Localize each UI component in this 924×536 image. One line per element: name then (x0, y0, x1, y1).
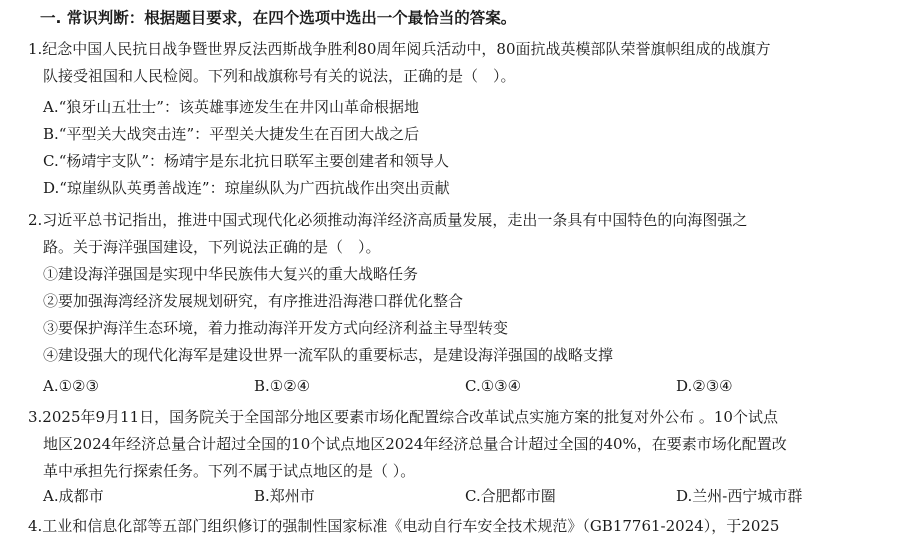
question-2-statement-1: ①建设海洋强国是实现中华民族伟大复兴的重大战略任务 (43, 265, 419, 283)
question-1-option-d[interactable]: D.“琼崖纵队英勇善战连”：琼崖纵队为广西抗战作出突出贡献 (43, 179, 450, 197)
question-2-option-d[interactable]: D.②③④ (676, 377, 733, 395)
question-3-option-d[interactable]: D.兰州-西宁城市群 (676, 487, 803, 505)
question-2-stem-line-2: 路。关于海洋强国建设，下列说法正确的是（ ）。 (43, 238, 381, 256)
question-3-option-c[interactable]: C.合肥都市圈 (465, 487, 556, 505)
question-3-option-a[interactable]: A.成都市 (43, 487, 104, 505)
question-1-stem-line-1: 1.纪念中国人民抗日战争暨世界反法西斯战争胜利80周年阅兵活动中，80面抗战英模部队荣誉旗帜组成的战旗方 (28, 40, 771, 58)
question-3-stem-line-2: 地区2024年经济总量合计超过全国的10个试点地区2024年经济总量合计超过全国的40%，在要素市场化配置改 (43, 435, 787, 453)
question-1-stem-line-2: 队接受祖国和人民检阅。下列和战旗称号有关的说法，正确的是（ ）。 (43, 67, 516, 85)
question-1-option-b[interactable]: B.“平型关大战突击连”：平型关大捷发生在百团大战之后 (43, 125, 420, 143)
question-1-option-c[interactable]: C.“杨靖宇支队”：杨靖宇是东北抗日联军主要创建者和领导人 (43, 152, 450, 170)
section-title: 一. 常识判断：根据题目要求，在四个选项中选出一个最恰当的答案。 (40, 9, 517, 27)
question-3-stem-line-1: 3.2025年9月11日，国务院关于全国部分地区要素市场化配置综合改革试点实施方案的批复对外公布 。10个试点 (28, 408, 778, 426)
question-2-statement-2: ②要加强海湾经济发展规划研究，有序推进沿海港口群优化整合 (43, 292, 464, 310)
question-1-option-a[interactable]: A.“狼牙山五壮士”：该英雄事迹发生在井冈山革命根据地 (43, 98, 419, 116)
question-2-statement-3: ③要保护海洋生态环境，着力推动海洋开发方式向经济利益主导型转变 (43, 319, 509, 337)
question-2-statement-4: ④建设强大的现代化海军是建设世界一流军队的重要标志，是建设海洋强国的战略支撑 (43, 346, 614, 364)
question-3-option-b[interactable]: B.郑州市 (254, 487, 315, 505)
question-2-stem-line-1: 2.习近平总书记指出，推进中国式现代化必须推动海洋经济高质量发展，走出一条具有中国特色的向海图强之 (28, 211, 748, 229)
question-2-option-c[interactable]: C.①③④ (465, 377, 522, 395)
question-4-stem-line-1: 4.工业和信息化部等五部门组织修订的强制性国家标准《电动自行车安全技术规范》（GB17761-2024），于2025 (28, 517, 780, 535)
question-3-stem-line-3: 革中承担先行探索任务。下列不属于试点地区的是（ ）。 (43, 462, 416, 480)
question-2-option-a[interactable]: A.①②③ (43, 377, 99, 395)
question-2-option-b[interactable]: B.①②④ (254, 377, 311, 395)
question-3-options (43, 485, 903, 507)
question-2-options (43, 375, 903, 397)
